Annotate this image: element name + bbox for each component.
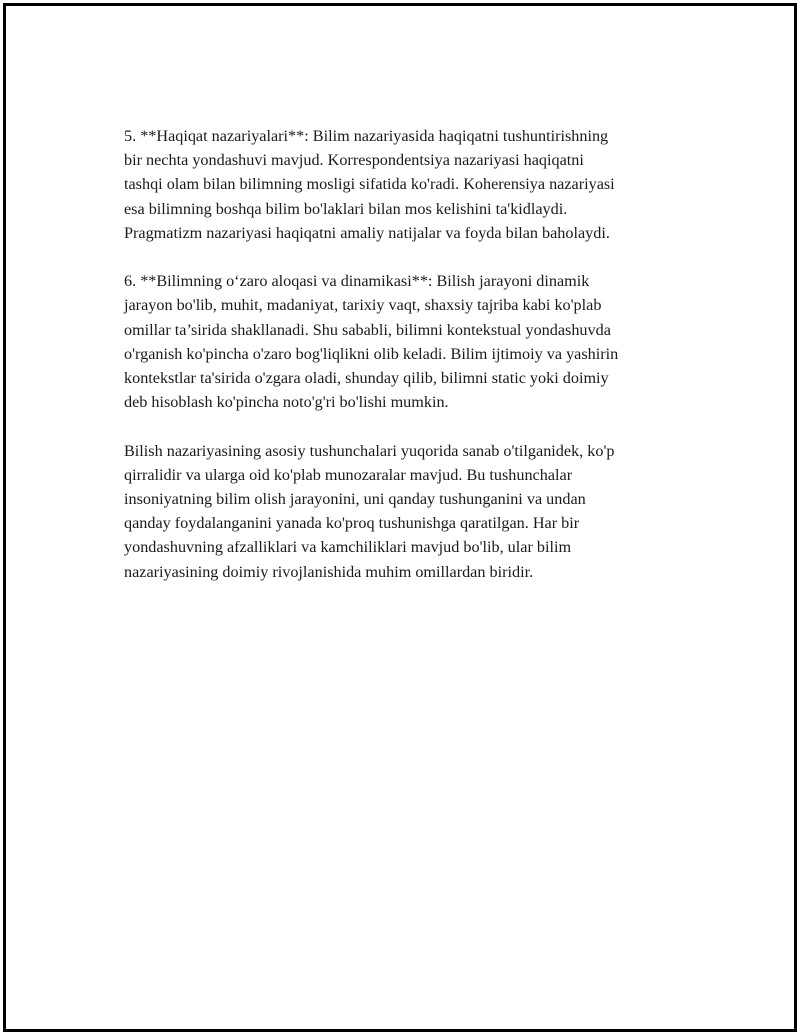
text-line: yondashuvning afzalliklari va kamchiliklari mavjud bo'lib, ular bilim <box>124 538 572 557</box>
text-line: tashqi olam bilan bilimning mosligi sifatida ko'radi. Koherensiya nazariyasi <box>124 175 615 194</box>
paragraph-bilimning-dinamikasi <box>124 269 699 414</box>
text-line: insoniyatning bilim olish jarayonini, uni qanday tushunganini va undan <box>124 490 586 509</box>
text-line: 5. **Haqiqat nazariyalari**: Bilim nazariyasida haqiqatni tushuntirishning <box>124 127 609 145</box>
text-line: deb hisoblash ko'pincha noto'g'ri bo'lishi mumkin. <box>124 393 449 412</box>
text-line: Bilish nazariyasining asosiy tushunchalari yuqorida sanab o'tilganidek, ko'p <box>124 441 615 460</box>
text-line: 6. **Bilimning o‘zaro aloqasi va dinamikasi**: Bilish jarayoni dinamik <box>124 272 590 291</box>
text-line: nazariyasining doimiy rivojlanishida muhim omillardan biridir. <box>124 562 534 581</box>
paragraph-haqiqat-nazariyalari <box>124 124 699 245</box>
text-line: omillar ta’sirida shakllanadi. Shu sababli, bilimni kontekstual yondashuvda <box>124 320 611 339</box>
text-line: esa bilimning boshqa bilim bo'laklari bilan mos kelishini ta'kidlaydi. <box>124 199 568 218</box>
text-line: qanday foydalanganini yanada ko'proq tushunishga qaratilgan. Har bir <box>124 514 580 533</box>
document-body <box>124 124 699 608</box>
text-line: jarayon bo'lib, muhit, madaniyat, tarixiy vaqt, shaxsiy tajriba kabi ko'plab <box>124 296 602 315</box>
text-line: kontekstlar ta'sirida o'zgara oladi, shunday qilib, bilimni static yoki doimiy <box>124 369 609 388</box>
text-line: Pragmatizm nazariyasi haqiqatni amaliy natijalar va foyda bilan baholaydi. <box>124 223 610 242</box>
text-line: qirralidir va ularga oid ko'plab munozaralar mavjud. Bu tushunchalar <box>124 465 573 484</box>
paragraph-conclusion <box>124 439 699 584</box>
page-frame <box>3 3 797 1032</box>
text-line: o'rganish ko'pincha o'zaro bog'liqlikni olib keladi. Bilim ijtimoiy va yashirin <box>124 344 619 363</box>
text-line: bir nechta yondashuvi mavjud. Korrespondentsiya nazariyasi haqiqatni <box>124 151 584 170</box>
